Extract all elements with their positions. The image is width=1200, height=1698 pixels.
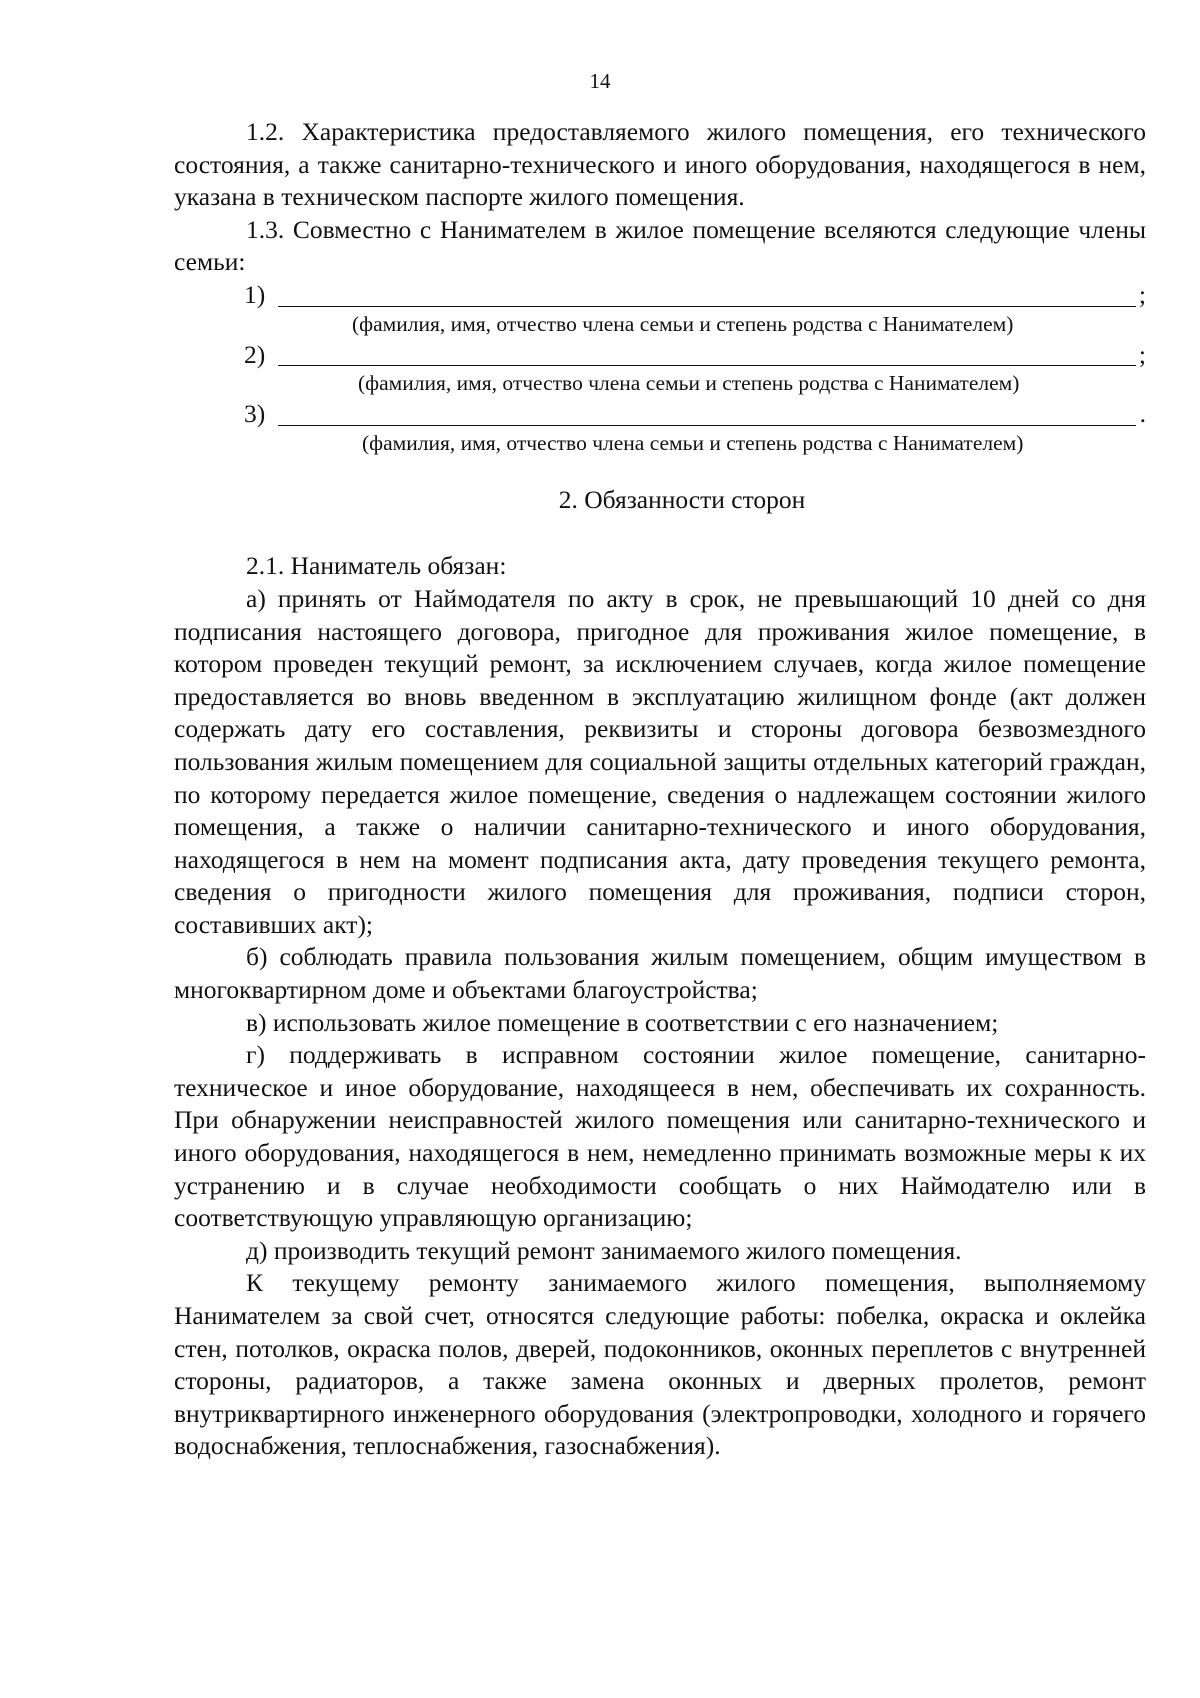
page-number: 14 — [589, 69, 611, 93]
member-number: 1) — [244, 279, 266, 309]
member-number: 3) — [244, 399, 266, 429]
family-member-caption-2 — [174, 371, 1146, 398]
paragraph-1-3: 1.3. Совместно с Нанимателем в жилое помещение вселяются следующие члены семьи: — [174, 214, 1146, 277]
family-member-caption-1 — [174, 312, 1146, 339]
member-punctuation: ; — [1138, 279, 1146, 309]
fill-in-line — [278, 425, 1136, 426]
family-member-line-3 — [174, 398, 1146, 431]
section-2-heading: 2. Обязанности сторон — [558, 484, 806, 514]
item-g: г) поддерживать в исправном состоянии жилое помещение, санитарно-техническое и иное оборудование, находящееся в нем, обеспечивать их сохранность. При обнаружении неисправностей жилого помещения или санитарно-технического и иного оборудования, находящегося в нем, немедленно принимать возможные меры к их устранению и в случае необходимости сообщать о них Наймодателю или в соответствующую управляющую организацию; — [174, 1040, 1146, 1233]
caption-text: (фамилия, имя, отчество члена семьи и степень родства с Нанимателем) — [362, 430, 1024, 455]
current-repair-paragraph: К текущему ремонту занимаемого жилого помещения, выполняемому Нанимателем за свой счет, относятся следующие работы: побелка, окраска и оклейка стен, потолков, окраска полов, дверей, подоконников, оконных переплетов с внутренней стороны, радиаторов, а также замена оконных и дверных пролетов, ремонт внутриквартирного инженерного оборудования (электропроводки, холодного и горячего водоснабжения, теплоснабжения, газоснабжения). — [174, 1268, 1146, 1461]
family-member-caption-3 — [174, 431, 1146, 458]
fill-in-line — [278, 306, 1136, 307]
member-punctuation: ; — [1138, 339, 1146, 369]
family-member-line-1 — [174, 279, 1146, 312]
member-number: 2) — [244, 339, 266, 369]
paragraph-1-2: 1.2. Характеристика предоставляемого жилого помещения, его технического состояния, а также санитарно-технического и иного оборудования, находящегося в нем, указана в техническом паспорте жилого помещения. — [174, 117, 1146, 212]
item-v: в) использовать жилое помещение в соответствии с его назначением; — [246, 1007, 999, 1037]
item-b: б) соблюдать правила пользования жилым помещением, общим имуществом в многоквартирном доме и объектами благоустройства; — [174, 942, 1146, 1005]
fill-in-line — [278, 365, 1136, 366]
caption-text: (фамилия, имя, отчество члена семьи и степень родства с Нанимателем) — [352, 311, 1014, 336]
document-body — [174, 116, 1146, 1463]
family-member-line-2 — [174, 339, 1146, 372]
item-a: а) принять от Наймодателя по акту в срок, не превышающий 10 дней со дня подписания настоящего договора, пригодное для проживания жилое помещение, в котором проведен текущий ремонт, за исключением случаев, когда жилое помещение предоставляется во вновь введенном в эксплуатацию жилищном фонде (акт должен содержать дату его составления, реквизиты и стороны договора безвозмездного пользования жилым помещением для социальной защиты отдельных категорий граждан, по которому передается жилое помещение, сведения о надлежащем состоянии жилого помещения, а также о наличии санитарно-технического и иного оборудования, находящегося в нем на момент подписания акта, дату проведения текущего ремонта, сведения о пригодности жилого помещения для проживания, подписи сторон, составивших акт); — [174, 583, 1146, 939]
paragraph-2-1: 2.1. Наниматель обязан: — [246, 551, 507, 581]
caption-text: (фамилия, имя, отчество члена семьи и степень родства с Нанимателем) — [358, 371, 1020, 396]
item-d: д) производить текущий ремонт занимаемого жилого помещения. — [246, 1235, 962, 1265]
member-punctuation: . — [1139, 399, 1146, 429]
